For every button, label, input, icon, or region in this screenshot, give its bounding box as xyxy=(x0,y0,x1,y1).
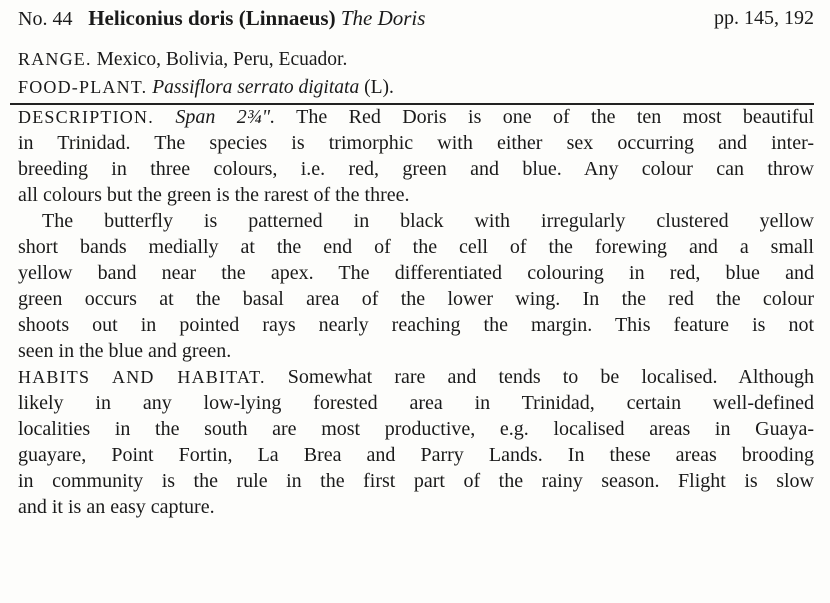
habits-line: likely in any low-lying forested area in Trinidad, certain well-defined xyxy=(18,392,814,414)
habits-line: and it is an easy capture. xyxy=(18,496,215,518)
description-line: in Trinidad. The species is trimorphic with either sex occurring and inter- xyxy=(18,132,814,154)
description-body xyxy=(18,104,814,520)
food-plant-label: FOOD-PLANT. xyxy=(18,77,148,97)
food-plant-section xyxy=(18,74,814,101)
habits-line: localities in the south are most productive, e.g. localised areas in Guaya- xyxy=(18,418,814,440)
description-line: green occurs at the basal area of the lower wing. In the red the colour xyxy=(18,288,814,310)
habits-line: HABITS AND HABITAT. Somewhat rare and tends to be localised. Although xyxy=(18,366,814,388)
habits-label: HABITS AND HABITAT. xyxy=(18,367,266,387)
description-line: yellow band near the apex. The differentiated colouring in red, blue and xyxy=(18,262,814,284)
range-text: Mexico, Bolivia, Peru, Ecuador. xyxy=(96,49,348,70)
description-line: DESCRIPTION. Span 2¾". The Red Doris is one of the ten most beautiful xyxy=(18,106,815,128)
food-plant-suffix: (L). xyxy=(364,77,394,98)
description-line: seen in the blue and green. xyxy=(18,340,232,362)
description-line: all colours but the green is the rarest of the three. xyxy=(18,184,410,206)
entry-header xyxy=(18,6,814,31)
habits-line: in community is the rule in the first part of the rainy season. Flight is slow xyxy=(18,470,814,492)
habits-line: guayare, Point Fortin, La Brea and Parry Lands. In these areas brooding xyxy=(18,444,814,466)
description-label: DESCRIPTION. xyxy=(18,107,154,127)
description-line: The butterfly is patterned in black with irregularly clustered yellow xyxy=(42,210,814,232)
description-line: short bands medially at the end of the cell of the forewing and a small xyxy=(18,236,814,258)
description-line: breeding in three colours, i.e. red, green and blue. Any colour can throw xyxy=(18,158,814,180)
page-references: pp. 145, 192 xyxy=(714,7,814,29)
species-name: Heliconius doris (Linnaeus) xyxy=(88,6,336,30)
common-name: The Doris xyxy=(340,6,426,30)
description-line: shoots out in pointed rays nearly reaching the margin. This feature is not xyxy=(18,314,814,336)
wingspan: Span 2¾". xyxy=(175,106,276,128)
food-plant-name: Passiflora serrato digitata xyxy=(152,77,360,98)
range-label: RANGE. xyxy=(18,49,92,69)
entry-number: No. 44 xyxy=(18,8,73,30)
range-section xyxy=(18,46,814,73)
